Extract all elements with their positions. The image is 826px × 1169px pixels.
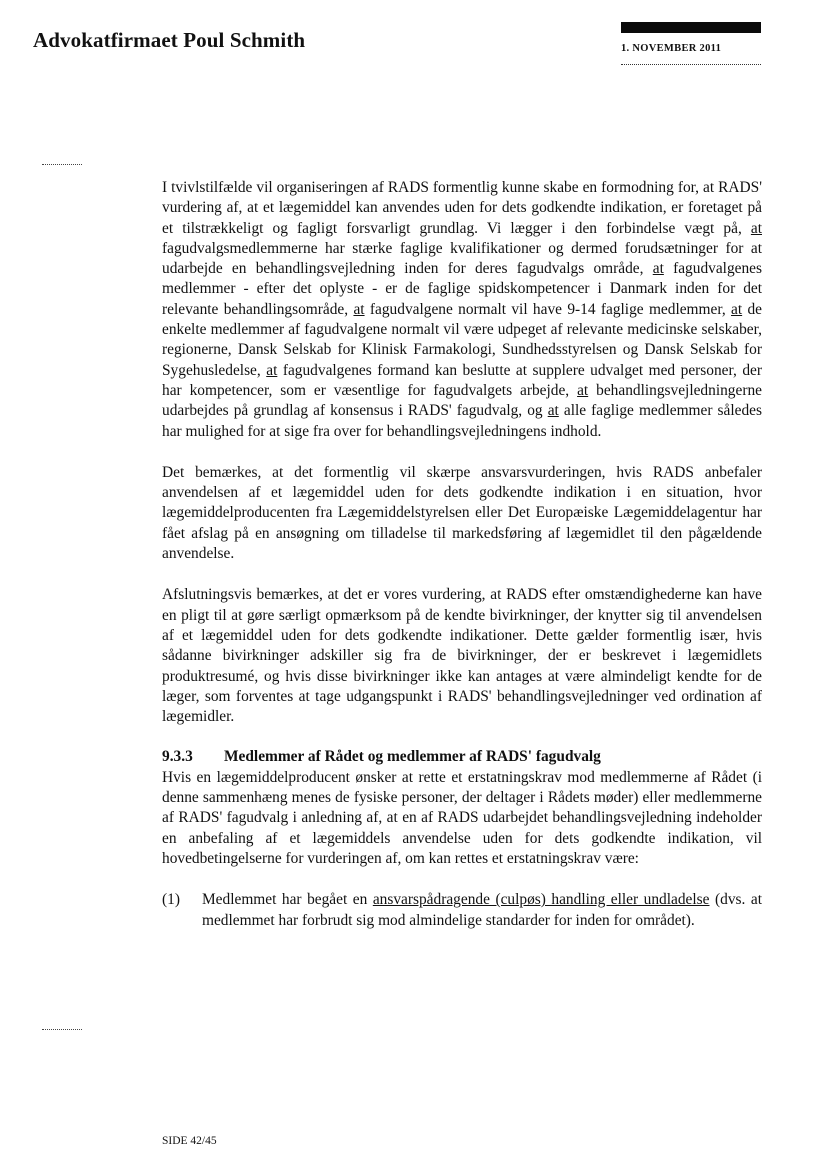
list-item	[162, 890, 762, 931]
underlined-at: at	[353, 300, 365, 318]
paragraph-1	[162, 178, 762, 442]
underlined-at: at	[547, 402, 559, 420]
paragraph-3: Afslutningsvis bemærkes, at det er vores vurdering, at RADS efter omstændighederne kan have en pligt til at gøre særligt opmærksom på de kendte bivirkninger, der knytter sig til anvendelsen af et lægemiddel uden for dets godkendte indikationer. Dette gælder formentlig især, hvis sådanne bivirkninger adskiller sig fra de bivirkninger, der er beskrevet i lægemidlets produktresumé, og hvis disse bivirkninger ikke kan antages at være almindeligt kendte for de læger, som forventes at tage udgangspunkt i RADS' behandlingsvejledninger ved ordination af lægemidler.	[162, 586, 762, 726]
paragraph-text: fagudvalgenes medlemmer - efter det oplyste - er de faglige spidskompetencer i Danmark inden for det relevante behandlingsområde,	[162, 260, 762, 318]
paragraph-text: de enkelte medlemmer af fagudvalgene normalt vil være udpeget af relevante medicinske selskaber, regionerne, Dansk Selskab for Klinisk Farmakologi, Sundhedsstyrelsen og Dansk Selskab for Sygehusledelse,	[162, 300, 763, 379]
paragraph-text: fagudvalgenes formand kan beslutte at supplere udvalget med personer, der har kompetencer, som er væsentlige for fagudvalgets arbejde,	[162, 361, 762, 399]
margin-marker-bottom	[42, 1029, 82, 1030]
paragraph-text: alle faglige medlemmer således har mulighed for at sige fra over for behandlingsvejledningens indhold.	[162, 402, 762, 440]
list-item-underlined: ansvarspådragende (culpøs) handling eller undladelse	[372, 891, 710, 909]
underlined-at: at	[652, 260, 664, 278]
page-number: SIDE 42/45	[162, 1135, 217, 1147]
list-item-text-start: Medlemmet har begået en	[202, 891, 373, 909]
firm-name: Advokatfirmaet Poul Schmith	[33, 28, 306, 52]
section-title: Medlemmer af Rådet og medlemmer af RADS' fagudvalg	[224, 748, 601, 766]
paragraph-text: fagudvalgsmedlemmerne har stærke faglige kvalifikationer og dermed forudsætninger for at udarbejde en behandlingsvejledning inden for deres fagudvalgs område,	[162, 239, 762, 278]
list-item-label: (1)	[162, 891, 180, 909]
underlined-at: at	[577, 381, 589, 399]
document-body	[162, 178, 762, 931]
list-item-text-end: (dvs. at medlemmet har forbrudt sig mod almindelige standarder for inden for området).	[202, 891, 763, 929]
section-heading	[162, 747, 762, 767]
underlined-at: at	[731, 300, 743, 318]
section-number: 9.3.3	[162, 748, 193, 766]
paragraph-text: I tvivlstilfælde vil organiseringen af RADS formentlig kunne skabe en formodning for, at RADS' vurdering af, at et lægemiddel kan anvendes uden for dets godkendte indikation, er foretaget på et tilstrækkeligt og fagligt forsvarligt grundlag. Vi lægger i den forbindelse vægt på,	[162, 179, 762, 237]
underlined-at: at	[750, 219, 762, 237]
paragraph-text: behandlingsvejledningerne udarbejdes på grundlag af konsensus i RADS' fagudvalg, og	[162, 381, 762, 420]
section-paragraph: Hvis en lægemiddelproducent ønsker at rette et erstatningskrav mod medlemmerne af Rådet (i denne sammenhæng menes de fysiske personer, der deltager i Rådets møder) eller medlemmerne af RADS' fagudvalg i anledning af, at en af RADS udarbejdet behandlingsvejledning indeholder en anbefaling af et lægemiddels anvendelse uden for dets godkendte indikation, vil hovedbetingelserne for vurderingen af, om kan rettes et erstatningskrav være:	[162, 768, 762, 867]
underlined-at: at	[266, 361, 278, 379]
paragraph-2: Det bemærkes, at det formentlig vil skærpe ansvarsvurderingen, hvis RADS anbefaler anvendelsen af et lægemiddel uden for dets godkendte indikation i en situation, hvor lægemiddelproducenten fra Lægemiddelstyrelsen eller Det Europæiske Lægemiddelagentur har fået afslag på en ansøgning om tilladelse til markedsføring af lægemidlet til den pågældende anvendelse.	[162, 463, 762, 563]
document-date: 1. NOVEMBER 2011	[621, 43, 722, 54]
paragraph-text: fagudvalgene normalt vil have 9-14 faglige medlemmer,	[364, 300, 732, 318]
date-divider	[621, 64, 761, 65]
list-item-text	[202, 890, 762, 931]
header-bar	[621, 22, 761, 33]
margin-marker-top	[42, 164, 82, 165]
